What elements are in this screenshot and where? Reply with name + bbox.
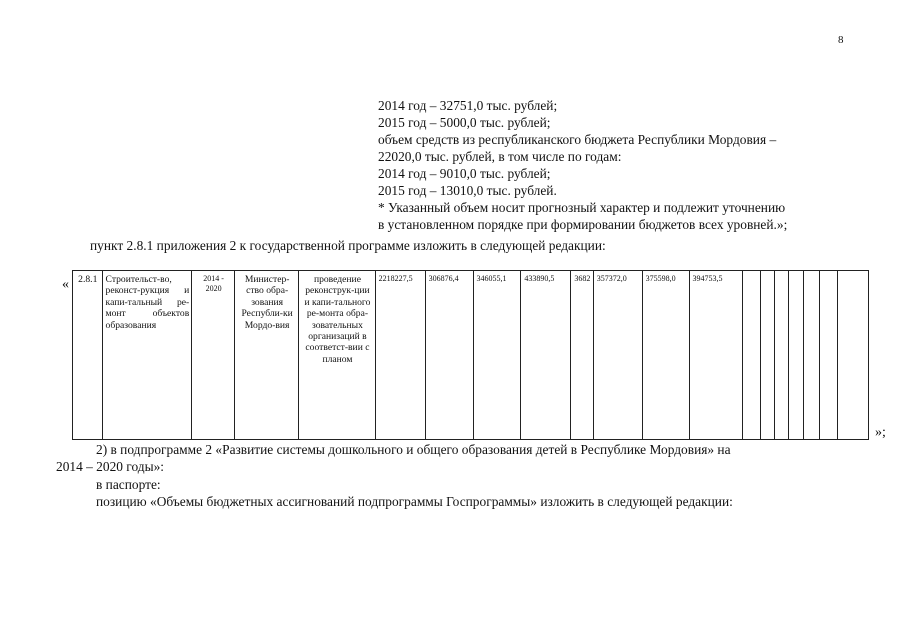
cell-empty — [803, 271, 819, 440]
intro-line: пункт 2.8.1 приложения 2 к государственной программе изложить в следующей редакции: — [90, 238, 606, 253]
cell-empty — [760, 271, 774, 440]
quote-open: « — [62, 277, 69, 292]
cell-empty — [819, 271, 837, 440]
paragraph-subprogram-2: 2) в подпрограмме 2 «Развитие системы дошкольного и общего образования детей в Республике Мордовия» на — [96, 442, 731, 457]
cell-2015: 346055,1 — [473, 271, 521, 440]
funding-footnote-2: в установленном порядке при формировании бюджетов всех уровней.»; — [378, 217, 788, 232]
cell-executor: Министер-ство обра-зования Республи-ки Мордо-вия — [235, 271, 299, 440]
cell-name: Строительст-во, реконст-рукция и капи-тальный ре-монт объектов образования — [102, 271, 192, 440]
cell-2018: 357372,0 — [593, 271, 642, 440]
funding-line-republican-total: 22020,0 тыс. рублей, в том числе по годам: — [378, 149, 622, 164]
cell-empty — [742, 271, 760, 440]
cell-empty — [838, 271, 869, 440]
cell-empty — [789, 271, 803, 440]
cell-2019: 375598,0 — [642, 271, 689, 440]
funding-line-rep-2014: 2014 год – 9010,0 тыс. рублей; — [378, 166, 551, 181]
cell-2016: 433890,5 — [521, 271, 571, 440]
cell-description: проведение реконструк-ции и капи-тального ре-монта обра-зовательных организаций в соответст-вии с планом — [299, 271, 375, 440]
quote-close: »; — [875, 425, 886, 440]
funding-line-2015: 2015 год – 5000,0 тыс. рублей; — [378, 115, 551, 130]
paragraph-position: позицию «Объемы бюджетных ассигнований подпрограммы Госпрограммы» изложить в следующей редакции: — [96, 494, 733, 509]
cell-2020: 394753,5 — [689, 271, 742, 440]
cell-total: 2218227,5 — [375, 271, 425, 440]
funding-footnote-1: * Указанный объем носит прогнозный характер и подлежит уточнению — [378, 200, 786, 215]
funding-line-republican: объем средств из республиканского бюджета Республики Мордовия – — [378, 132, 777, 147]
cell-2014: 306876,4 — [425, 271, 473, 440]
cell-number: 2.8.1 — [73, 271, 103, 440]
funding-line-2014: 2014 год – 32751,0 тыс. рублей; — [378, 98, 558, 113]
paragraph-subprogram-2-cont: 2014 – 2020 годы»: — [56, 459, 164, 474]
table-row — [73, 271, 869, 440]
cell-empty — [775, 271, 789, 440]
page-number: 8 — [838, 34, 844, 46]
program-table — [72, 270, 869, 440]
cell-2017: 3682 — [571, 271, 593, 440]
funding-line-rep-2015: 2015 год – 13010,0 тыс. рублей. — [378, 183, 557, 198]
cell-period: 2014 - 2020 — [192, 271, 235, 440]
paragraph-passport: в паспорте: — [96, 477, 161, 492]
